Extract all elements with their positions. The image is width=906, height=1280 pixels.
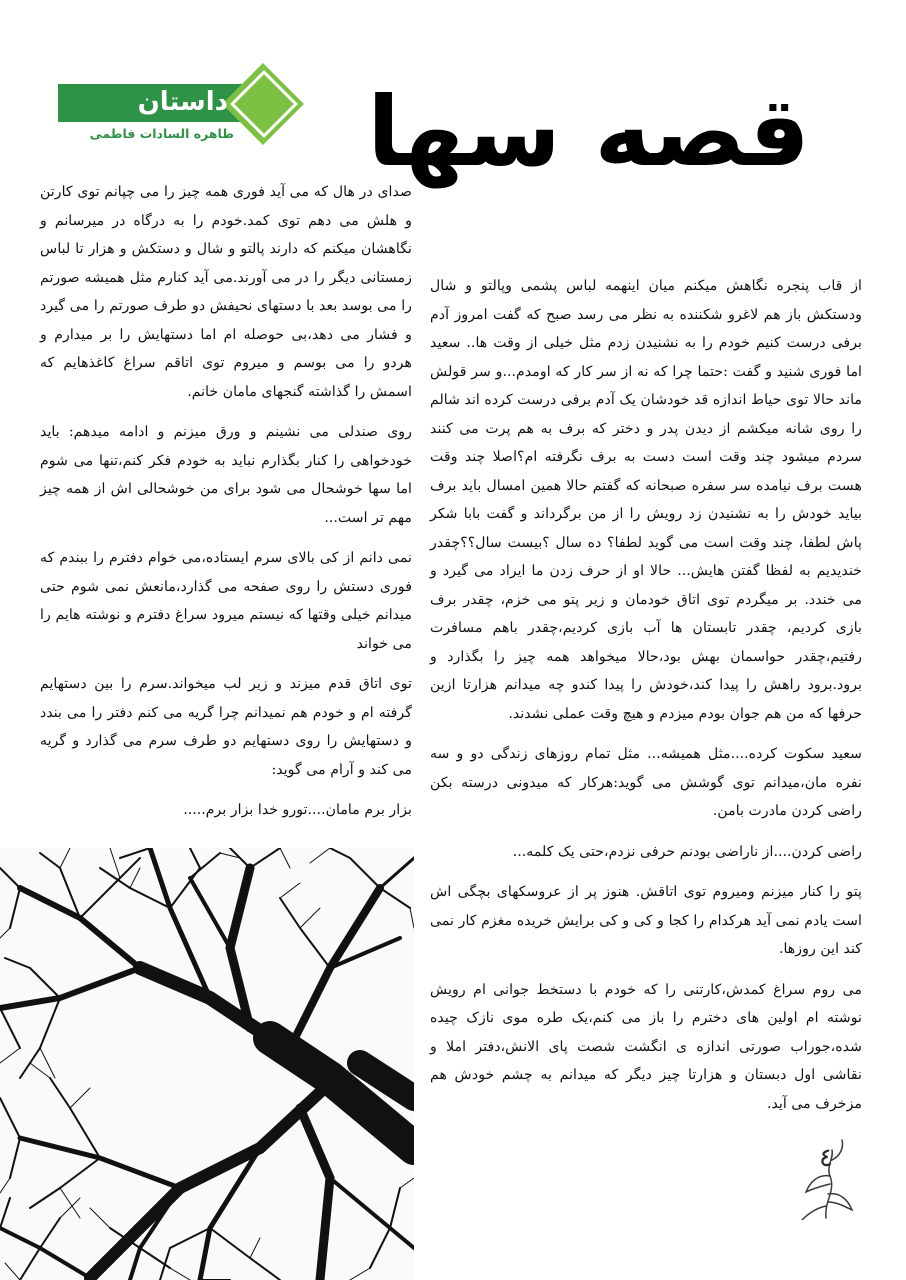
paragraph: نمی دانم از کی بالای سرم ایستاده،می خوام دفترم را ببندم که فوری دستش را روی صفحه می گذارد،مانعش نمی شوم حتی میدانم خیلی وقتها که نیستم میرود سراغ دفترم و نوشته هایم را می خواند xyxy=(40,550,412,652)
paragraph: از قاب پنجره نگاهش میکنم میان اینهمه لباس پشمی وپالتو و شال ودستکش باز هم لاغرو شکننده به نظر می رسد صبح که گفت امروز آدم برفی درست کنیم خودم را به نشنیدن زدم مثل خیلی از وقت ها.. سعید اما فوری شنید و گفت :حتما چرا که نه از سر کار که اومدم...و سر قولش ماند حالا توی حیاط اندازه قد خودشان یک آدم برفی درست کرده اند شالم را روی شانه میکشم از دیدن پدر و دختر که برف به هم پرت می کنند سردم میشود چند وقت است دست به برف نگرفته ام؟اصلا چند وقت هست برف نیامده سر سفره صبحانه که گفتم حالا همین امسال باید برف بیاید خودش را به نشنیدن زد رویش را از من برگرداند و گفت بابا شکر پاش لطفا، چند وقت است می گوید لطفا؟ ده سال ؟بیست سال؟؟چقدر خندیدیم به لفظا گفتن هایش... حالا او از حرف زدن ما ایراد می گیرد و می خندد. بر میگردم توی اتاق خودمان و زیر پتو می خزم، چقدر برف بازی کردیم، چقدر تابستان ها آب بازی کردیم،چقدر باهم مسافرت رفتیم،چقدر حواسمان بهش بود،حالا میخواهد همه چیز را بگذارد و برود.برود راهش را پیدا کند،خودش را پیدا کندو چه میدانم هزارتا ازین حرفها که من هم جوان بودم میزدم و هیچ وقت عملی نشدند. xyxy=(430,278,862,722)
section-badge xyxy=(58,84,272,144)
paragraph: پتو را کنار میزنم ومیروم توی اتاقش. هنوز پر از عروسکهای بچگی اش است یادم نمی آید هرکدام را کجا و کی و کی برایش خریده مغزم کار نمی کند این روزها. xyxy=(430,884,862,957)
paragraph: سعید سکوت کرده....مثل همیشه... مثل تمام روزهای زندگی دو و سه نفره مان،میدانم توی گوشش می گوید:هرکار که میدونی درسته بکن راضی کردن مادرت بامن. xyxy=(430,746,862,819)
paragraph: صدای در هال که می آید فوری همه چیز را می چپانم توی کارتن و هلش می دهم توی کمد.خودم را به درگاه در میرسانم و نگاهشان میکنم که دارند پالتو و شال و دستکش و هزار تا لباس زمستانی دیگر را در می آورند.می آید کنارم مثل همیشه صورتم را می بوسد بعد با دستهای نحیفش دو طرف صورتم را می گیرد و فشار می دهد،بی حوصله ام اما دستهایش را بر میدارم و هردو را می بوسم و میروم توی اتاقم سراغ کاغذهایم که اسمش را گذاشته گنجهای مامان خانم. xyxy=(40,184,412,400)
story-title: قصه سها xyxy=(367,76,810,188)
left-column xyxy=(40,178,412,837)
section-label: داستان xyxy=(137,87,228,117)
tree-branches-icon xyxy=(0,848,414,1280)
right-column xyxy=(430,272,862,1130)
page-number: ٤ xyxy=(819,1143,833,1173)
diamond-icon xyxy=(230,70,298,138)
paragraph: می روم سراغ کمدش،کارتنی را که خودم با دستخط جوانی ام رویش نوشته ام اولین های دخترم را باز می کنم،یک طره موی نازک چیده شده،جوراب صورتی اندازه ی انگشت شصت پای الانش،دفتر املا و نقاشی اول دبستان و هزارتا چیز دیگر که میدانم به چشم خودش هم مزخرف می آید. xyxy=(430,981,862,1112)
floral-ornament-icon xyxy=(796,1136,856,1220)
author-name: طاهره السادات فاطمی xyxy=(89,126,234,141)
paragraph: توی اتاق قدم میزند و زیر لب میخواند.سرم را بین دستهایم گرفته ام و خودم هم نمیدانم چرا گریه می کنم دفتر را می بندد و دستهایش را روی دستهایم دو طرف سرم می گذارد و گریه می کند و آرام می گوید: xyxy=(40,676,412,778)
paragraph: راضی کردن....از ناراضی بودنم حرفی نزدم،حتی یک کلمه... xyxy=(512,843,862,860)
tree-photo xyxy=(0,848,414,1280)
page-ornament xyxy=(796,1136,856,1220)
paragraph: روی صندلی می نشینم و ورق میزنم و ادامه میدهم: باید خودخواهی را کنار بگذارم نباید به خودم فکر کنم،تنها می شوم اما سها خوشحال می شود برای من خوشحالی اش از همه چیز مهم تر است... xyxy=(40,424,412,526)
paragraph: بزار برم مامان....تورو خدا بزار برم..... xyxy=(183,802,412,818)
